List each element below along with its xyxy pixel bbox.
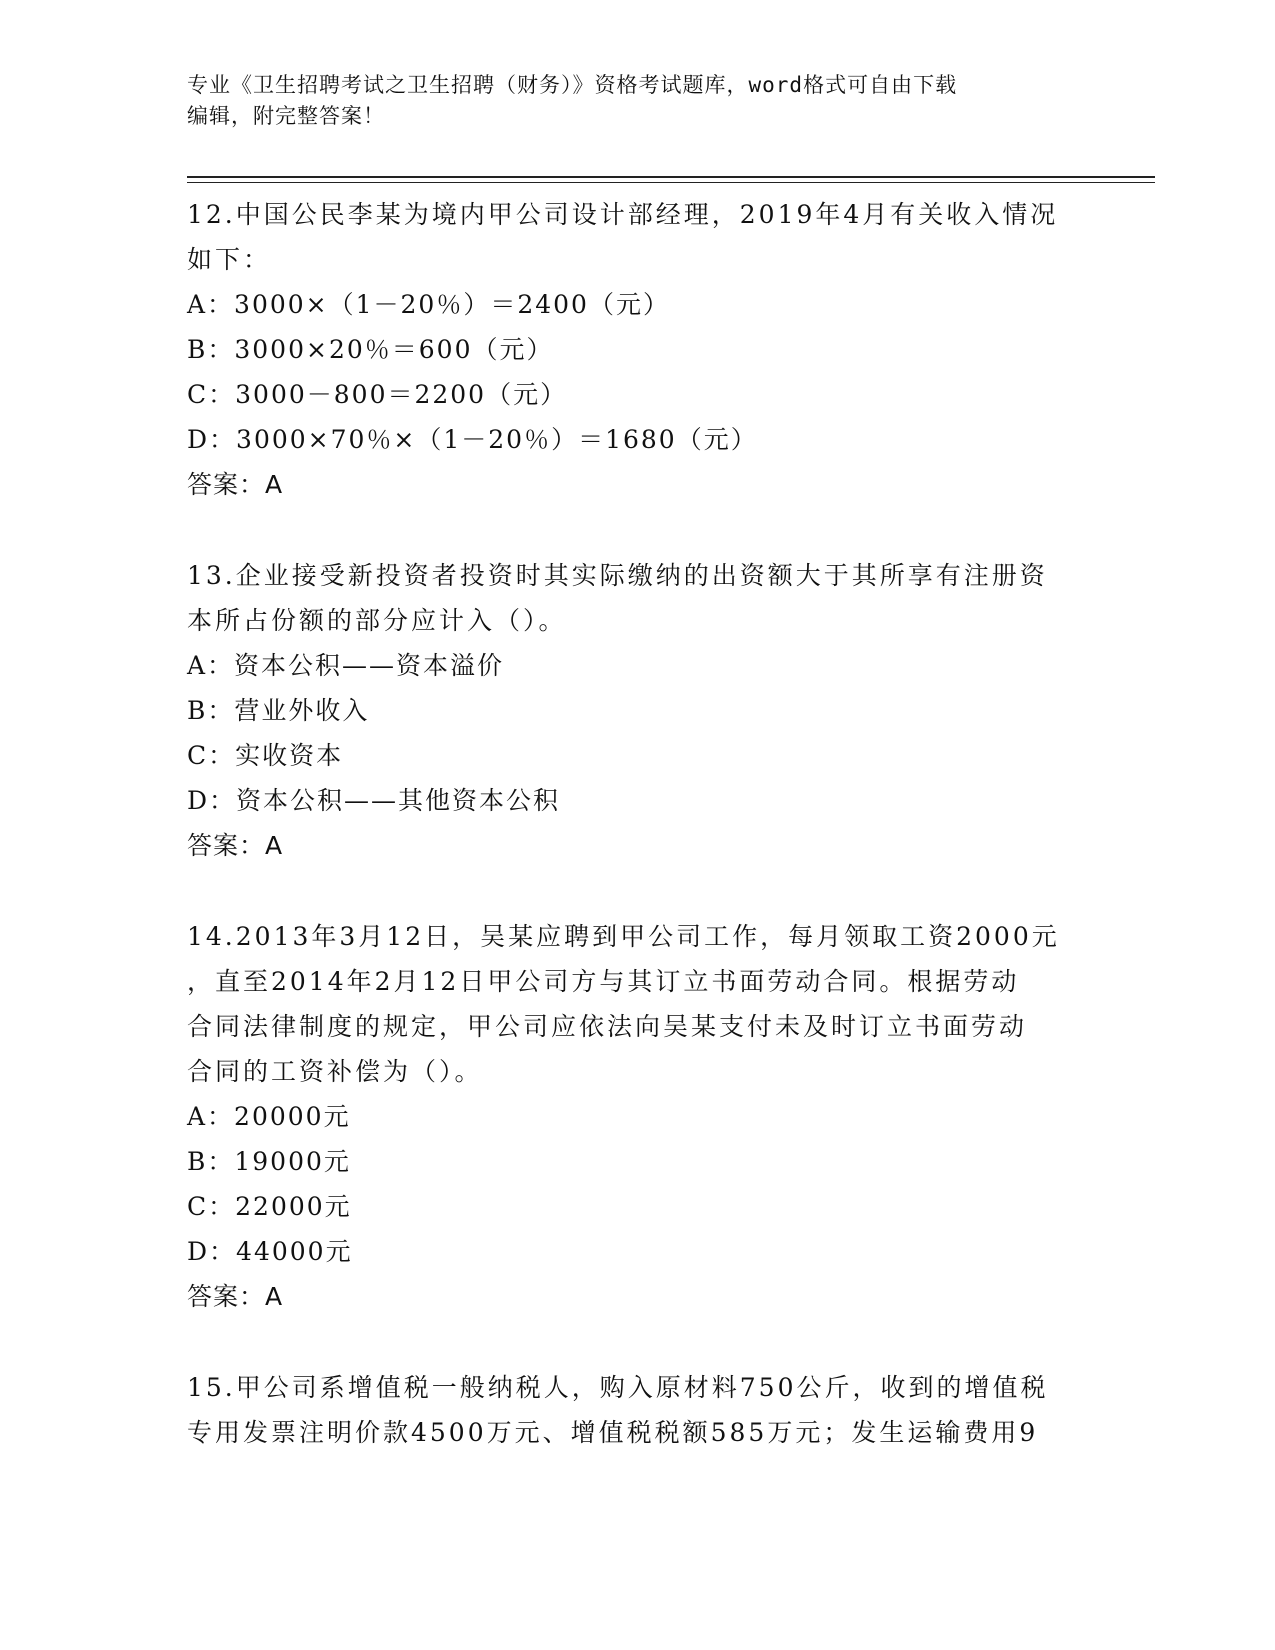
document-header — [187, 70, 1067, 132]
question-text-line: 如下： — [187, 245, 272, 274]
question-14 — [187, 914, 1087, 1319]
question-15 — [187, 1365, 1087, 1455]
option-b: B：19000元 — [187, 1147, 351, 1176]
option-d: D：资本公积——其他资本公积 — [187, 786, 561, 815]
option-b: B：营业外收入 — [187, 696, 370, 725]
option-a: A：3000×（1－20％）＝2400（元） — [187, 290, 670, 319]
option-c: C：3000－800＝2200（元） — [187, 380, 568, 409]
answer: 答案：A — [187, 831, 284, 860]
question-text-line: 合同法律制度的规定，甲公司应依法向吴某支付未及时订立书面劳动 — [187, 1012, 1028, 1041]
question-text-line: ，直至2014年2月12日甲公司方与其订立书面劳动合同。根据劳动 — [187, 967, 1020, 996]
header-line: 编辑，附完整答案！ — [187, 104, 385, 128]
header-divider-thin — [187, 182, 1155, 183]
question-13 — [187, 553, 1087, 868]
question-text-line: 12.中国公民李某为境内甲公司设计部经理，2019年4月有关收入情况 — [187, 200, 1059, 229]
option-a: A：资本公积——资本溢价 — [187, 651, 505, 680]
option-b: B：3000×20％＝600（元） — [187, 335, 554, 364]
option-c: C：22000元 — [187, 1192, 352, 1221]
question-list — [187, 192, 1087, 1501]
question-text-line: 本所占份额的部分应计入（）。 — [187, 606, 567, 635]
option-c: C：实收资本 — [187, 741, 344, 770]
header-line: 专业《卫生招聘考试之卫生招聘（财务）》资格考试题库，word格式可自由下载 — [187, 73, 958, 97]
option-d: D：3000×70％×（1－20％）＝1680（元） — [187, 425, 758, 454]
question-12 — [187, 192, 1087, 507]
option-d: D：44000元 — [187, 1237, 353, 1266]
question-text-line: 14.2013年3月12日，吴某应聘到甲公司工作，每月领取工资2000元 — [187, 922, 1060, 951]
option-a: A：20000元 — [187, 1102, 351, 1131]
header-divider — [187, 176, 1155, 178]
question-text-line: 15.甲公司系增值税一般纳税人，购入原材料750公斤，收到的增值税 — [187, 1373, 1049, 1402]
answer: 答案：A — [187, 470, 284, 499]
question-text-line: 专用发票注明价款4500万元、增值税税额585万元；发生运输费用9 — [187, 1418, 1039, 1447]
answer: 答案：A — [187, 1282, 284, 1311]
question-text-line: 13.企业接受新投资者投资时其实际缴纳的出资额大于其所享有注册资 — [187, 561, 1048, 590]
question-text-line: 合同的工资补偿为（）。 — [187, 1057, 483, 1086]
